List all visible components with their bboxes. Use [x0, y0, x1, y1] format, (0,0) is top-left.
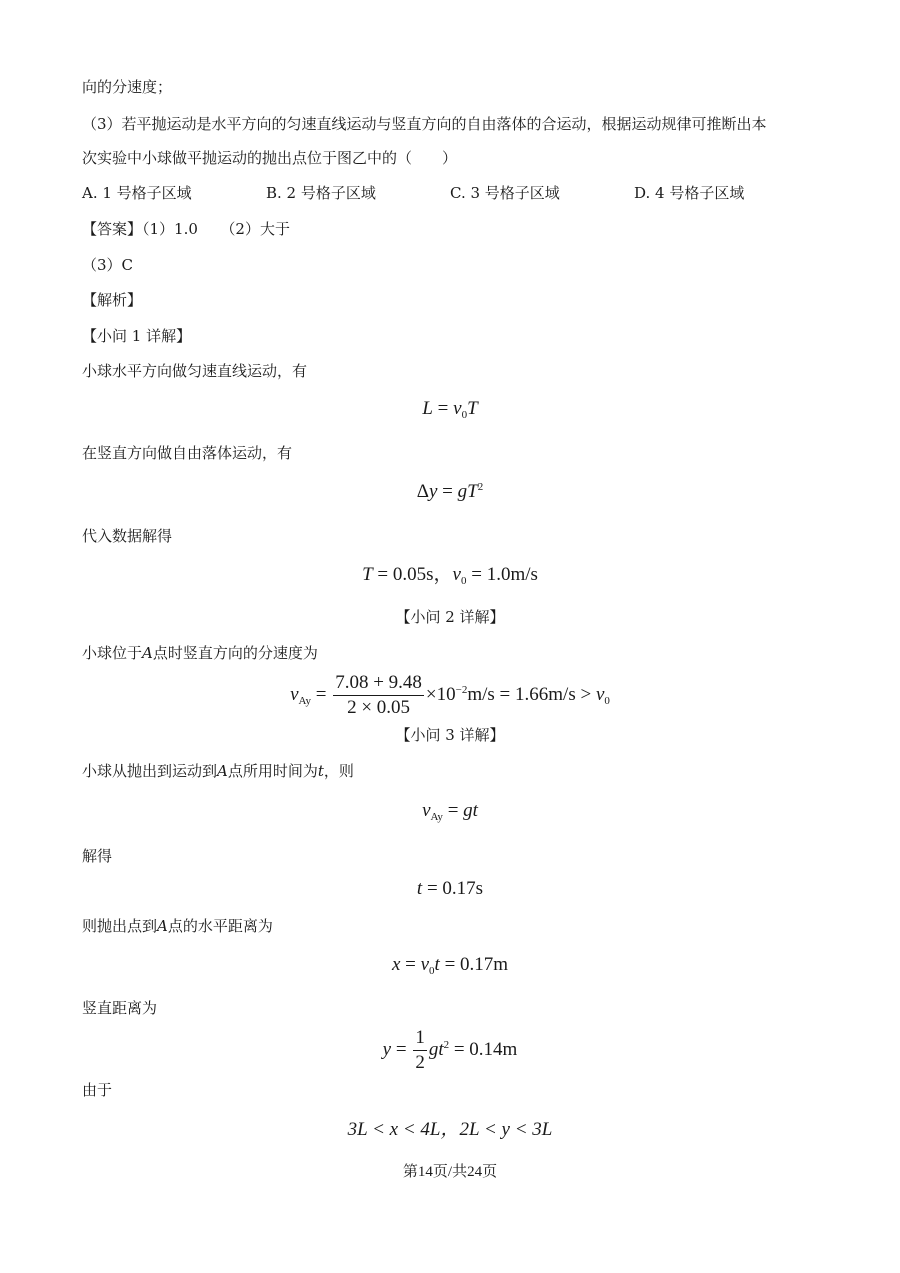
q2-heading: 【小问 2 详解】: [395, 608, 505, 626]
analysis-heading: 【解析】: [82, 291, 143, 309]
equation-1: $L = v_0T$: [422, 398, 478, 421]
q1-text-3: 代入数据解得: [82, 527, 173, 545]
text-line: 向的分速度；: [82, 78, 173, 96]
option-d: D. 4 号格子区域: [634, 184, 745, 202]
q1-heading: 【小问 1 详解】: [82, 327, 192, 345]
option-a: A. 1 号格子区域: [82, 184, 192, 202]
q3-heading: 【小问 3 详解】: [395, 726, 505, 744]
q3-text-5: 由于: [82, 1081, 113, 1099]
q3-text-2: 解得: [82, 847, 113, 865]
answer-line-2: （3）C: [82, 256, 134, 274]
equation-7: $x = v_0t = 0.17m$: [391, 954, 509, 977]
equation-2: $\Delta y = gT^2$: [416, 481, 484, 502]
q1-text-1: 小球水平方向做匀速直线运动，有: [82, 362, 308, 380]
equation-3: T = 0.05s，$v_0 = 1.0m/s$: [362, 564, 538, 587]
fraction: $\frac{1}{2}$: [415, 1027, 425, 1074]
question-3-text-cont: 次实验中小球做平抛运动的抛出点位于图乙中的（ ）: [82, 149, 458, 167]
page-footer: 第14页/共24页: [402, 1164, 498, 1180]
q1-text-2: 在竖直方向做自由落体运动，有: [82, 444, 293, 462]
equation-4: $v_{Ay}$ = $\frac{7.08 + 9.48}{2 \times 0.05}$ $\times 10^{-2}m/s = 1.66m/s > v_0$: [290, 672, 610, 719]
q3-text-4: 竖直距离为: [82, 999, 158, 1017]
answer-line: 【答案】（1）1.0 （2）大于: [82, 220, 290, 238]
equation-9: 3L < x < 4L，2L < y < 3L: [347, 1119, 553, 1140]
q3-text-1: 小球从抛出到运动到A点所用时间为t，则: [82, 762, 354, 780]
equation-8: y = $\frac{1}{2}$ $gt^2 = 0.14m$: [382, 1027, 518, 1074]
option-b: B. 2 号格子区域: [266, 184, 376, 202]
q3-text-3: 则抛出点到A点的水平距离为: [82, 917, 273, 935]
equation-6: t = 0.17s: [416, 878, 484, 899]
question-3-text: （3）若平抛运动是水平方向的匀速直线运动与竖直方向的自由落体的合运动，根据运动规律可推断出本: [82, 115, 767, 133]
option-c: C. 3 号格子区域: [450, 184, 560, 202]
q2-text-1: 小球位于A点时竖直方向的分速度为: [82, 644, 318, 662]
fraction: $\frac{7.08 + 9.48}{2 \times 0.05}$: [335, 672, 422, 719]
equation-5: $v_{Ay}$ = gt: [422, 800, 478, 823]
